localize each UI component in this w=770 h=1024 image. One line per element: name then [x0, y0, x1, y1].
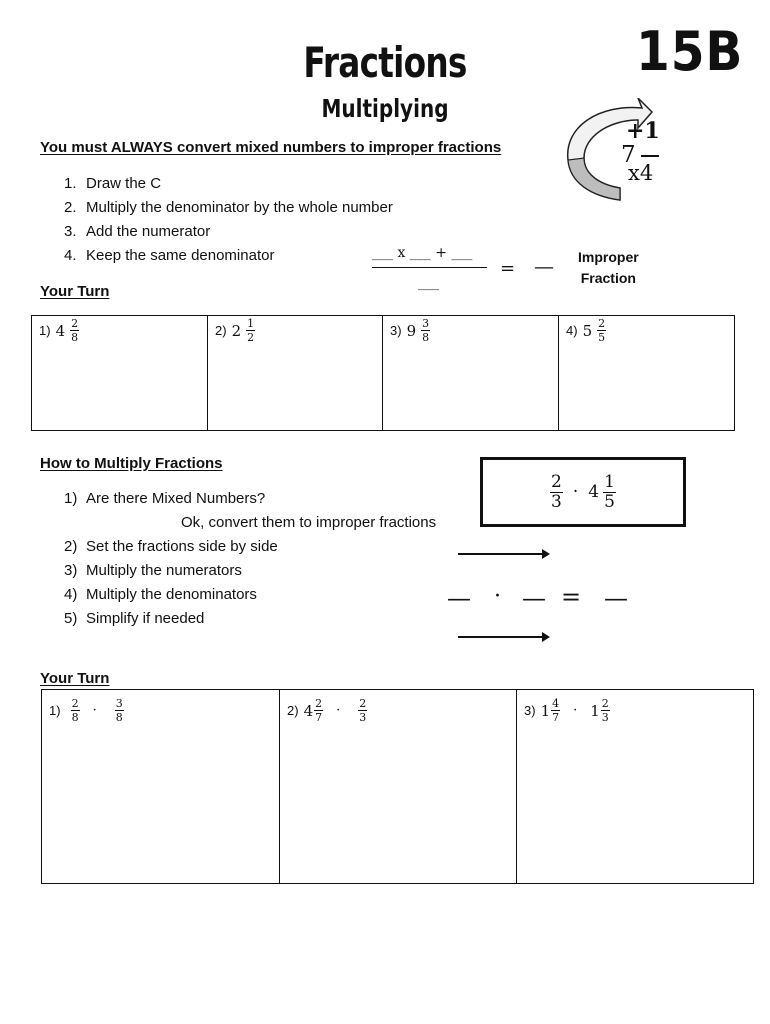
multiply-step: 3) Multiply the numerators	[64, 562, 242, 579]
formula-denominator: ___	[418, 275, 439, 291]
blank-dot: ·	[494, 584, 501, 609]
problem-cell[interactable]: 2) 2 $\frac{1}{2}$	[207, 316, 383, 430]
page-subtitle: Multiplying	[321, 94, 449, 123]
plus-one-label: +1	[626, 118, 660, 144]
multiply-step: 5) Simplify if needed	[64, 610, 205, 627]
multiply-step: 4) Multiply the denominators	[64, 586, 257, 603]
convert-steps	[64, 172, 393, 268]
problem-cell[interactable]: 4) 5 $\frac{2}{5}$	[558, 316, 735, 430]
page-title: Fractions	[303, 38, 467, 87]
blank-result: —	[604, 584, 628, 612]
c-arrow-icon	[560, 98, 670, 208]
multiply-step: 2) Set the fractions side by side	[64, 538, 278, 555]
your-turn-grid-2	[41, 689, 754, 884]
formula-bar	[372, 267, 487, 268]
your-turn-grid-1	[31, 315, 735, 431]
convert-step: 1. Draw the C	[64, 175, 162, 192]
problem-cell[interactable]: 3) 1 $\frac{4}{7}$ · 1 $\frac{2}{3}$	[516, 690, 754, 883]
arrow-right-icon	[458, 553, 548, 555]
example-box: $\frac{2}{3}$ · 4 $\frac{1}{5}$	[480, 457, 686, 527]
improper-fraction-label: Improper Fraction	[578, 249, 639, 286]
multiply-step: 1) Are there Mixed Numbers?	[64, 490, 266, 507]
blank-equals: =	[561, 583, 582, 611]
convert-step: 3. Add the numerator	[64, 223, 211, 240]
problem-cell[interactable]: 3) 9 $\frac{3}{8}$	[382, 316, 558, 430]
arrow-right-icon	[458, 636, 548, 638]
times-four-label: x4	[628, 161, 654, 185]
blank-fraction-a: —	[447, 584, 471, 612]
your-turn-heading-2: Your Turn	[40, 670, 110, 687]
seven-label: 7	[621, 142, 636, 168]
multiply-steps	[64, 487, 436, 631]
convert-heading: You must ALWAYS convert mixed numbers to improper fractions	[40, 139, 502, 156]
problem-cell[interactable]: 1) 4 $\frac{2}{8}$	[39, 317, 79, 344]
fraction-bar	[641, 155, 659, 157]
blank-fraction-b: —	[522, 584, 546, 612]
convert-step: 2. Multiply the denominator by the whole number	[64, 199, 393, 216]
convert-step: 4. Keep the same denominator	[64, 247, 275, 264]
multiply-heading: How to Multiply Fractions	[40, 455, 223, 472]
formula-result: —	[534, 254, 554, 278]
multiply-note: Ok, convert them to improper fractions	[181, 514, 437, 531]
formula-numerator: ___ x ___ + ___	[372, 245, 473, 261]
formula-equals: =	[500, 258, 516, 279]
lesson-badge: 15B	[636, 20, 744, 83]
problem-cell[interactable]: 2) 4 $\frac{2}{7}$ · $\frac{2}{3}$	[279, 690, 517, 883]
problem-cell[interactable]: 1) $\frac{2}{8}$ · $\frac{3}{8}$	[49, 697, 123, 724]
your-turn-heading-1: Your Turn	[40, 283, 110, 300]
